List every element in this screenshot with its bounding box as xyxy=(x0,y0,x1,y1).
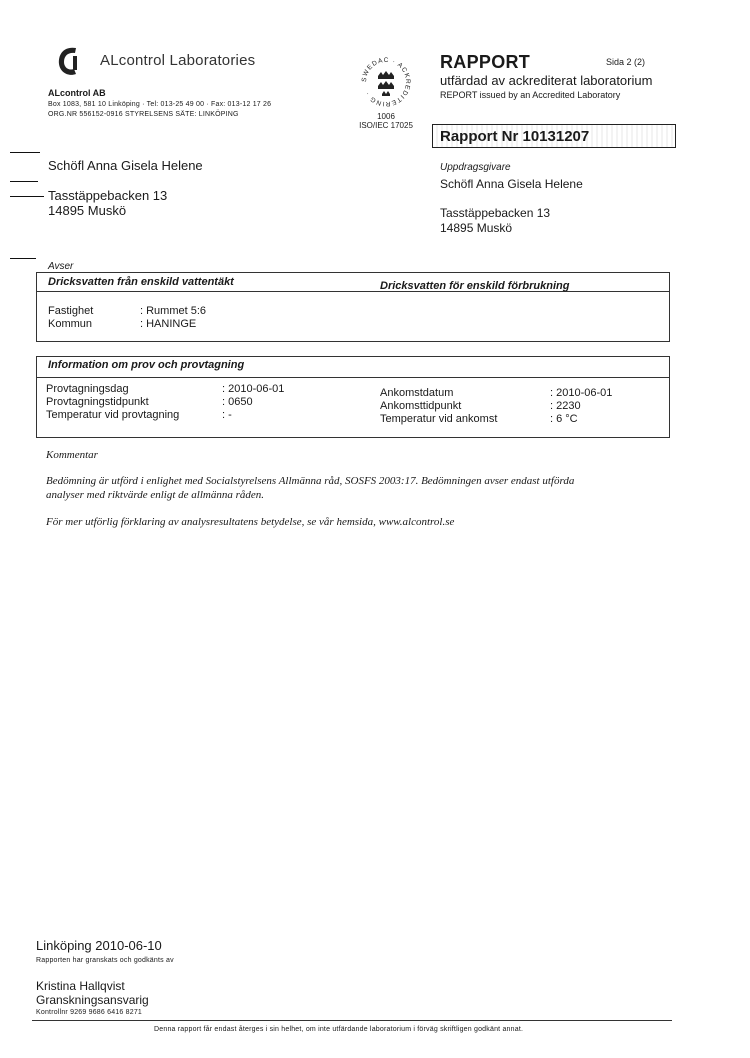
client-postal: 14895 Muskö xyxy=(440,221,513,235)
client-label: Uppdragsgivare xyxy=(440,162,511,173)
kommun-label: Kommun xyxy=(48,318,93,330)
avser-right-heading: Dricksvatten för enskild förbrukning xyxy=(380,280,570,292)
comment-label: Kommentar xyxy=(46,449,98,461)
ankomstdatum-value: : 2010-06-01 xyxy=(550,387,613,399)
ankomsttid-label: Ankomsttidpunkt xyxy=(380,400,462,412)
comment-text-1: Bedömning är utförd i enlighet med Socialstyrelsens Allmänna råd, SOSFS 2003:17. Bedömningen avser endast utförda xyxy=(46,475,575,487)
company-name: ALcontrol AB xyxy=(48,88,106,98)
report-subtitle: utfärdad av ackrediterat laboratorium xyxy=(440,73,653,88)
temp-provtagning-value: : - xyxy=(222,409,232,421)
provtagningsdag-label: Provtagningsdag xyxy=(46,383,129,395)
margin-mark xyxy=(10,152,40,153)
margin-mark xyxy=(10,196,44,197)
temp-provtagning-label: Temperatur vid provtagning xyxy=(46,409,180,421)
recipient-name: Schöfl Anna Gisela Helene xyxy=(48,158,203,173)
footer-divider xyxy=(32,1020,672,1021)
provtagningstid-label: Provtagningstidpunkt xyxy=(46,396,149,408)
place-date: Linköping 2010-06-10 xyxy=(36,938,162,953)
provtagningstid-value: : 0650 xyxy=(222,396,253,408)
alcontrol-logo-icon xyxy=(56,44,82,78)
footer-text: Denna rapport får endast återges i sin helhet, om inte utfärdande laboratorium i förväg skriftligen godkänt annat. xyxy=(154,1026,524,1033)
provtagningsdag-value: : 2010-06-01 xyxy=(222,383,285,395)
page-indicator: Sida 2 (2) xyxy=(606,57,646,67)
client-name: Schöfl Anna Gisela Helene xyxy=(440,177,583,191)
accreditation-standard: ISO/IEC 17025 xyxy=(359,121,413,130)
client-street: Tasstäppebacken 13 xyxy=(440,206,551,220)
review-note: Rapporten har granskats och godkänts av xyxy=(36,957,174,964)
signer-role: Granskningsansvarig xyxy=(36,993,149,1007)
company-org-number: ORG.NR 556152-0916 STYRELSENS SÄTE: LINKÖPING xyxy=(48,111,239,118)
logo-text: ALcontrol Laboratories xyxy=(100,52,256,69)
margin-mark xyxy=(10,181,38,182)
report-number: Rapport Nr 10131207 xyxy=(440,128,590,145)
report-subtitle-en: REPORT issued by an Accredited Laboratory xyxy=(440,90,621,100)
recipient-postal: 14895 Muskö xyxy=(48,203,127,218)
company-address: Box 1083, 581 10 Linköping · Tel: 013-25 49 00 · Fax: 013-12 17 26 xyxy=(48,101,272,108)
avser-left-heading: Dricksvatten från enskild vattentäkt xyxy=(48,276,234,288)
control-number: Kontrollnr 9269 9686 6416 8271 xyxy=(36,1009,143,1016)
kommun-value: : HANINGE xyxy=(140,318,197,330)
sample-info-heading: Information om prov och provtagning xyxy=(48,359,245,371)
comment-text-2: analyser med riktvärde enligt de allmänna råden. xyxy=(46,489,265,501)
avser-label: Avser xyxy=(48,261,74,272)
ankomsttid-value: : 2230 xyxy=(550,400,581,412)
fastighet-value: : Rummet 5:6 xyxy=(140,305,207,317)
report-title: RAPPORT xyxy=(440,52,531,72)
fastighet-label: Fastighet xyxy=(48,305,94,317)
margin-mark xyxy=(10,258,36,259)
comment-text-3: För mer utförlig förklaring av analysresultatens betydelse, se vår hemsida, www.alcontrol.se xyxy=(46,516,455,528)
svg-text:SWEDAC · ACKREDITERING ·: SWEDAC · ACKREDITERING · xyxy=(360,56,412,108)
swedac-seal-icon xyxy=(358,54,414,110)
temp-ankomst-label: Temperatur vid ankomst xyxy=(380,413,498,425)
accreditation-number: 1006 xyxy=(377,112,395,121)
ankomstdatum-label: Ankomstdatum xyxy=(380,387,454,399)
signer-name: Kristina Hallqvist xyxy=(36,979,125,993)
recipient-street: Tasstäppebacken 13 xyxy=(48,188,168,203)
temp-ankomst-value: : 6 °C xyxy=(550,413,578,425)
